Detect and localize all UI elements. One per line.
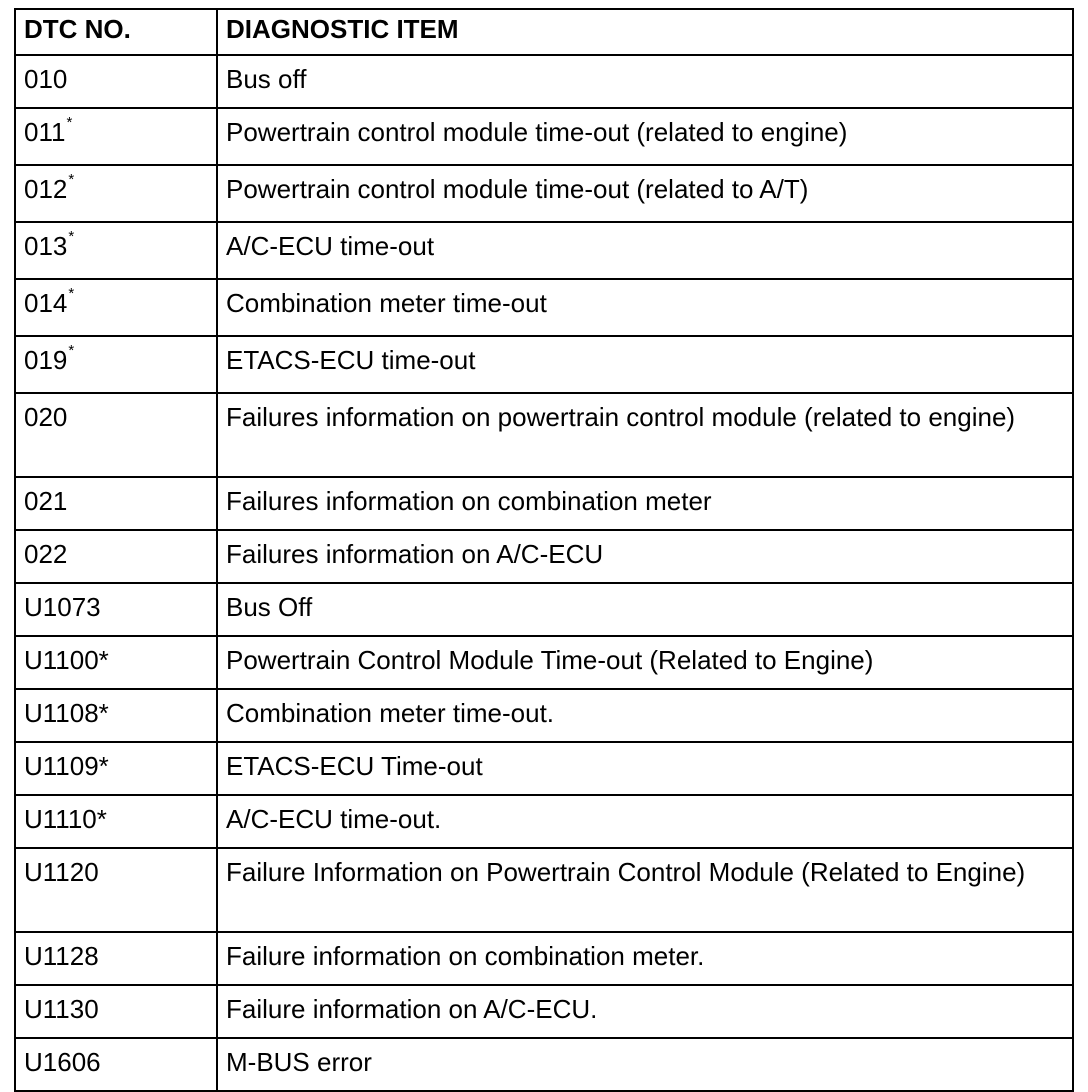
diagnostic-item-cell: Combination meter time-out. (217, 689, 1073, 742)
diagnostic-item-cell: Combination meter time-out (217, 279, 1073, 336)
table-header-row (15, 9, 1073, 55)
dtc-code-cell: U1128 (15, 932, 217, 985)
dtc-code-cell: U1606 (15, 1038, 217, 1091)
dtc-code-cell: 010 (15, 55, 217, 108)
dtc-code-cell: U1100* (15, 636, 217, 689)
dtc-code-cell: 019* (15, 336, 217, 393)
diagnostic-item-cell: Failures information on powertrain control module (related to engine) (217, 393, 1073, 477)
table-row (15, 530, 1073, 583)
dtc-code-cell: U1120 (15, 848, 217, 932)
diagnostic-item-cell: Failures information on combination meter (217, 477, 1073, 530)
diagnostic-item-cell: Failure Information on Powertrain Control Module (Related to Engine) (217, 848, 1073, 932)
table-row (15, 477, 1073, 530)
dtc-code-cell: 021 (15, 477, 217, 530)
table-row (15, 636, 1073, 689)
table-row (15, 742, 1073, 795)
dtc-code-cell: U1110* (15, 795, 217, 848)
table-row (15, 222, 1073, 279)
diagnostic-item-cell: ETACS-ECU time-out (217, 336, 1073, 393)
header-dtc-no: DTC NO. (15, 9, 217, 55)
table-row (15, 108, 1073, 165)
diagnostic-item-cell: Bus Off (217, 583, 1073, 636)
diagnostic-item-cell: Powertrain Control Module Time-out (Related to Engine) (217, 636, 1073, 689)
table-row (15, 336, 1073, 393)
header-diagnostic-item: DIAGNOSTIC ITEM (217, 9, 1073, 55)
diagnostic-item-cell: ETACS-ECU Time-out (217, 742, 1073, 795)
diagnostic-item-cell: Failure information on A/C-ECU. (217, 985, 1073, 1038)
table-row (15, 689, 1073, 742)
dtc-code-cell: U1108* (15, 689, 217, 742)
table-row (15, 848, 1073, 932)
table-row (15, 393, 1073, 477)
dtc-code-cell: 022 (15, 530, 217, 583)
dtc-code-cell: 011* (15, 108, 217, 165)
table-row (15, 985, 1073, 1038)
table-row (15, 932, 1073, 985)
table-row (15, 583, 1073, 636)
diagnostic-item-cell: Bus off (217, 55, 1073, 108)
table-row (15, 795, 1073, 848)
diagnostic-item-cell: M-BUS error (217, 1038, 1073, 1091)
diagnostic-item-cell: Failure information on combination meter. (217, 932, 1073, 985)
dtc-code-cell: 013* (15, 222, 217, 279)
diagnostic-item-cell: Powertrain control module time-out (related to engine) (217, 108, 1073, 165)
diagnostic-item-cell: A/C-ECU time-out (217, 222, 1073, 279)
dtc-code-cell: U1130 (15, 985, 217, 1038)
dtc-code-cell: U1109* (15, 742, 217, 795)
table-row (15, 279, 1073, 336)
dtc-code-cell: 012* (15, 165, 217, 222)
dtc-code-cell: U1073 (15, 583, 217, 636)
table-row (15, 1038, 1073, 1091)
diagnostic-item-cell: Powertrain control module time-out (related to A/T) (217, 165, 1073, 222)
dtc-code-cell: 020 (15, 393, 217, 477)
table-row (15, 165, 1073, 222)
diagnostic-item-cell: Failures information on A/C-ECU (217, 530, 1073, 583)
dtc-table (14, 8, 1074, 1092)
dtc-code-cell: 014* (15, 279, 217, 336)
table-row (15, 55, 1073, 108)
diagnostic-item-cell: A/C-ECU time-out. (217, 795, 1073, 848)
